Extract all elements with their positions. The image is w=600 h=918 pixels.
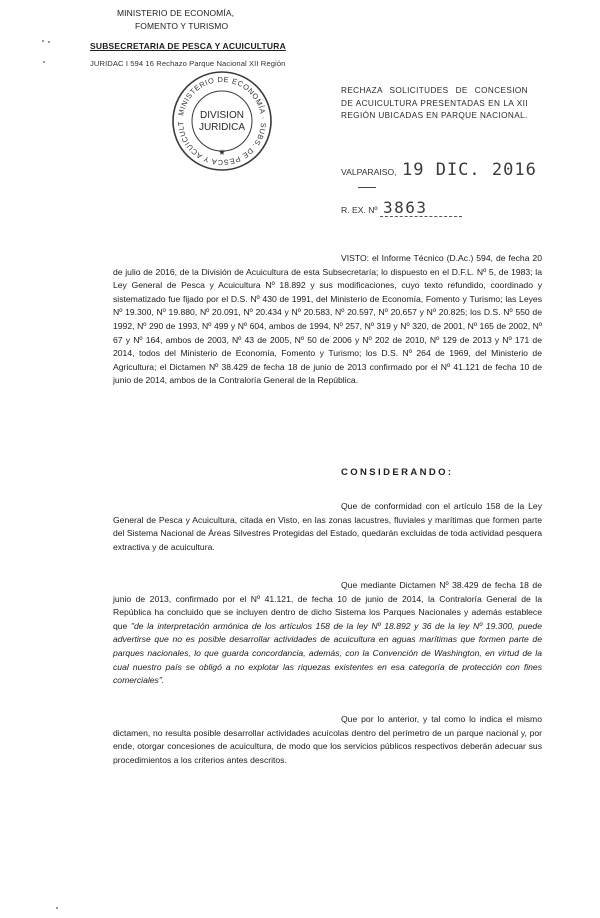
considerando-p1 — [113, 500, 542, 554]
division-juridica-stamp — [170, 69, 274, 173]
visto-lead: VISTO: — [341, 253, 370, 263]
considerando-p3 — [113, 713, 542, 767]
reference-code: JURIDAC I 594 16 Rechazo Parque Nacional XII Región — [90, 59, 286, 68]
date-stamp: 19 DIC. 2016 — [402, 160, 537, 180]
stamp-ring-text: MINISTERIO DE ECONOMÍA · SUBS. DE PESCA Y ACUICULT — [175, 74, 269, 168]
considerando-p2-text: Que mediante Dictamen Nº 38.429 de fecha 18 de junio de 2013, confirmado por el Nº 41.121, de fecha 10 de junio de 2014, la Contraloría General de la República ha concluido que se incluyen dentro de dicho Sistema los Parques Nacionales y además establece que — [113, 580, 542, 631]
dash-mark — [358, 187, 376, 188]
considerando-heading: CONSIDERANDO: — [341, 467, 454, 478]
subsecretaria-title: SUBSECRETARIA DE PESCA Y ACUICULTURA — [90, 41, 286, 51]
visto-paragraph — [113, 252, 542, 388]
considerando-p1-text: Que de conformidad con el artículo 158 de la Ley General de Pesca y Acuicultura, citada en Visto, en las zonas lacustres, fluviales y marítimas que formen parte del Sistema Nacional de Áreas Silvestres Protegidas del Estado, quedarán excluidas de toda actividad pesquera extractiva y de acuicultura. — [113, 501, 542, 552]
number-underline — [380, 216, 462, 217]
considerando-p2-quote: "de la interpretación armónica de los artículos 158 de la ley Nº 18.892 y 36 de la ley Nº 19.300, puede advertirse que no es posible desarrollar actividades de acuicultura en aguas marítimas que formen parte de parques nacionales, lo que guarda concordancia, además, con la Convención de Washington, en virtud de la cual nuestro país se obligó a no explotar las riquezas existentes en esa categoría de protección con fines comerciales". — [113, 620, 542, 686]
place-label: VALPARAISO, — [341, 167, 397, 177]
stamp-seal-icon — [170, 69, 274, 173]
resolution-prefix: R. EX. Nº — [341, 205, 378, 215]
scan-speck — [43, 61, 45, 63]
visto-text: el Informe Técnico (D.Ac.) 594, de fecha 20 de julio de 2016, de la División de Acuicultura de esta Subsecretaría; lo dispuesto en el D.F.L. Nº 5, de 1983; la Ley General de Pesca y Acuicultura Nº 18.892 y sus modificaciones, cuyo texto refundido, coordinado y sistematizado fue fijado por el D.S. Nº 430 de 1991, del Ministerio de Economía, Fomento y Turismo; las Leyes Nº 19.300, Nº 19.880, Nº 20.091, Nº 20.434 y Nº 20.583, Nº 20.597, Nº 20.657 y Nº 20.825; los D.S. Nº 550 de 1992, Nº 290 de 1993, Nº 499 y Nº 604, ambos de 1994, Nº 257, Nº 319 y Nº 320, de 2001, Nº 165 de 2002, Nº 67 y Nº 164, ambos de 2003, Nº 43 de 2005, Nº 50 de 2006 y Nº 202 de 2010, Nº 129 de 2013 y Nº 171 de 2014, todos del Ministerio de Economía, Fomento y Turismo; los D.S. Nº 264 de 1969, del Ministerio de Agricultura; el Dictamen Nº 38.429 de fecha 18 de junio de 2013 confirmado por el Nº 41.121 de fecha 10 de junio de 2014, ambos de la Contraloría General de la República. — [113, 253, 542, 386]
ministry-line2: FOMENTO Y TURISMO — [135, 21, 229, 31]
scan-speck — [42, 40, 44, 42]
considerando-p3-text: Que por lo anterior, y tal como lo indica el mismo dictamen, no resulta posible desarrollar actividades acuícolas dentro del perímetro de un parque nacional y, por ende, otorgar concesiones de acuicultura, de modo que los servicios públicos respectivos deberán adecuar sus procedimientos a los criterios antes descritos. — [113, 714, 542, 765]
scan-speck — [48, 41, 50, 43]
resolution-number: 3863 — [383, 198, 428, 217]
stamp-center-line1: DIVISION — [200, 110, 244, 121]
considerando-p2 — [113, 579, 542, 688]
stamp-center-line2: JURIDICA — [198, 122, 246, 133]
scan-speck — [56, 907, 58, 909]
resolution-title: RECHAZA SOLICITUDES DE CONCESION DE ACUICULTURA PRESENTADAS EN LA XII REGIÓN UBICADAS EN PARQUE NACIONAL. — [341, 86, 528, 120]
stamp-star-icon: ★ — [218, 148, 226, 157]
ministry-line1: MINISTERIO DE ECONOMÍA, — [117, 8, 235, 18]
